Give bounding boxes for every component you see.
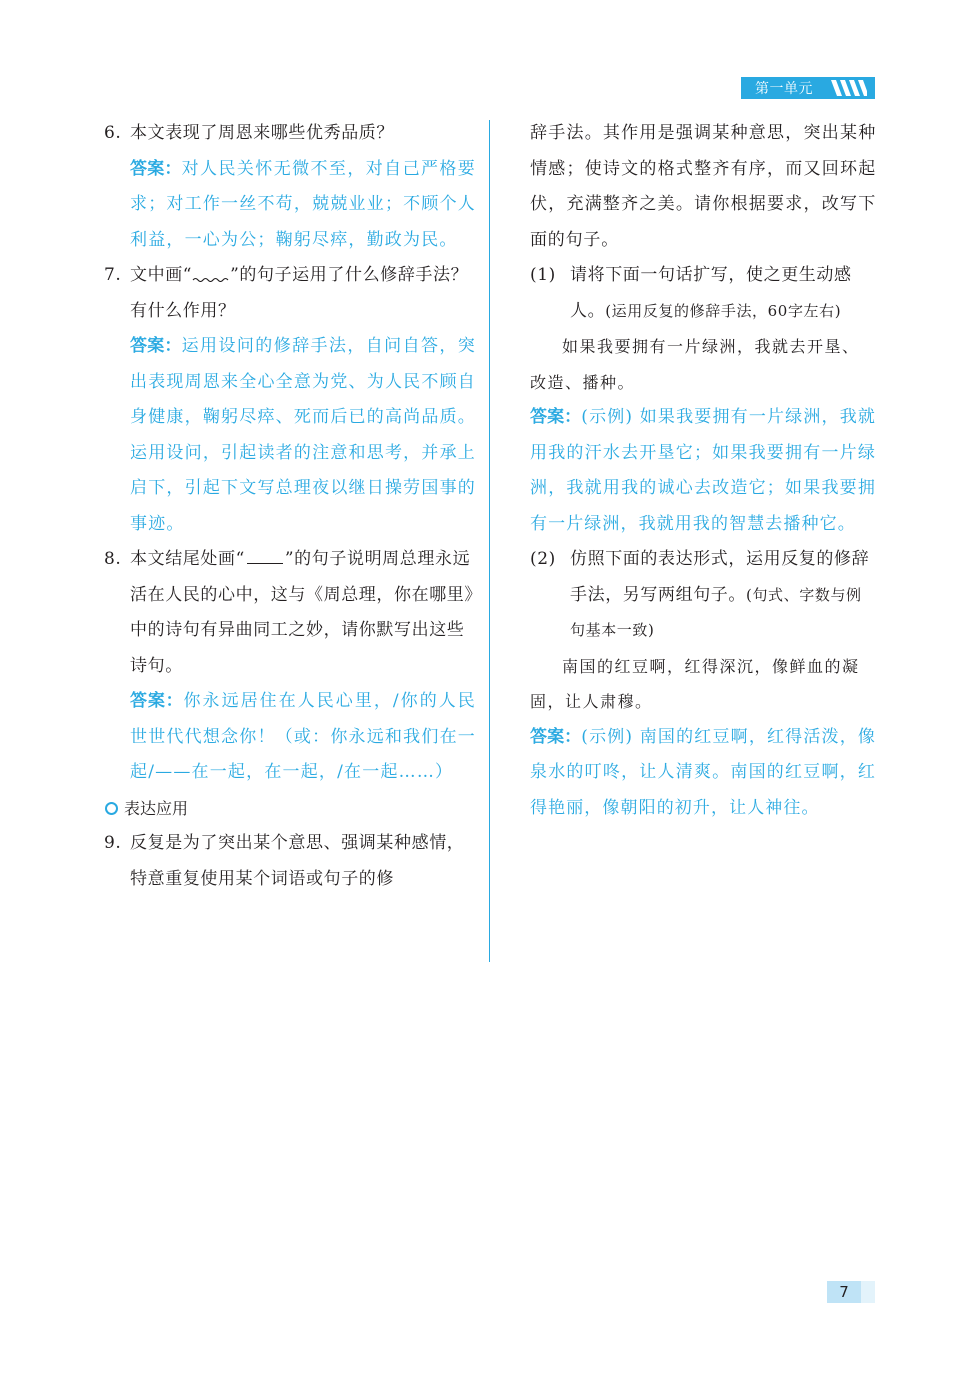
sub-question-number: (2) <box>530 549 556 569</box>
answer-text: 运用设问的修辞手法，自问自答，突出表现周恩来全心全意为党、为人民不顾自身健康，鞠躬尽瘁、死而后已的高尚品质。运用设问，引起读者的注意和思考，并承上启下，引起下文写总理夜以继日操劳国事的事迹。 <box>130 336 477 534</box>
sub-question-1 <box>530 258 876 329</box>
question-text: 本文表现了周恩来哪些优秀品质？ <box>130 123 394 143</box>
answer-8 <box>104 684 476 791</box>
answer-tag: 答案： <box>130 336 182 356</box>
answer-6 <box>104 152 476 259</box>
question-6 <box>104 116 476 152</box>
stripes-decoration-icon <box>831 80 867 96</box>
circle-bullet-icon <box>105 802 118 815</box>
sub-question-note: (运用反复的修辞手法，60字左右) <box>605 301 842 320</box>
question-7 <box>104 258 476 329</box>
question-number: 8. <box>104 549 122 569</box>
right-column <box>530 116 876 826</box>
page-number-decoration <box>861 1281 875 1303</box>
question-number: 9. <box>104 833 122 853</box>
page-number: 7 <box>827 1281 861 1303</box>
answer-text: (示例) 南国的红豆啊，红得活泼，像泉水的叮咚，让人清爽。南国的红豆啊，红得艳丽，像朝阳的初升，让人神往。 <box>530 726 877 818</box>
question-9-continued: 辞手法。其作用是强调某种意思，突出某种情感；使诗文的格式整齐有序，而又回环起伏，充满整齐之美。请你根据要求，改写下面的句子。 <box>530 123 876 250</box>
question-text-start: 本文结尾处画“ <box>130 549 245 569</box>
sub-question-number: (1) <box>530 265 556 285</box>
unit-header-tag <box>741 77 875 99</box>
question-text-end: ”的句子运用了什么修辞手法？有什么作用？ <box>130 265 469 321</box>
answer-7 <box>104 329 476 542</box>
example-sentence-1: 如果我要拥有一片绿洲，我就去开垦、改造、播种。 <box>530 337 860 392</box>
question-number: 7. <box>104 265 122 285</box>
question-number: 6. <box>104 123 122 143</box>
sub-question-text: 请将下面一句话扩写，使之更生动感人。 <box>570 265 852 321</box>
answer-9-2 <box>530 720 876 827</box>
answer-tag: 答案： <box>130 158 182 179</box>
answer-text: 你永远居住在人民心里，/你的人民世世代代想念你！（或：你永远和我们在一起/——在一起，在一起，/在一起……） <box>130 691 476 782</box>
answer-tag: 答案： <box>530 726 582 747</box>
section-title: 表达应用 <box>124 798 189 818</box>
question-text-end: ”的句子说明周总理永远活在人民的心中，这与《周总理，你在哪里》中的诗句有异曲同工之妙，请你默写出这些诗句。 <box>130 549 474 676</box>
wavy-underline-blank <box>192 268 230 282</box>
left-column <box>104 116 476 897</box>
question-8 <box>104 542 476 684</box>
question-text-start: 文中画“ <box>130 265 193 285</box>
sub-question-text: 仿照下面的表达形式，运用反复的修辞手法，另写两组句子。 <box>570 549 870 605</box>
answer-9-1 <box>530 400 876 542</box>
answer-tag: 答案： <box>130 691 184 711</box>
example-sentence-2: 南国的红豆啊，红得深沉，像鲜血的凝固，让人肃穆。 <box>530 656 860 711</box>
column-divider <box>489 120 490 962</box>
sub-question-note: (句式、字数与例句基本一致) <box>570 585 862 639</box>
answer-text: (示例) 如果我要拥有一片绿洲，我就用我的汗水去开垦它；如果我要拥有一片绿洲，我就用我的诚心去改造它；如果我要拥有一片绿洲，我就用我的智慧去播种它。 <box>530 407 877 534</box>
unit-label: 第一单元 <box>755 81 813 97</box>
answer-tag: 答案： <box>530 407 582 427</box>
section-heading <box>104 791 476 827</box>
sub-question-2 <box>530 542 876 649</box>
question-9 <box>104 826 476 897</box>
straight-underline-blank <box>247 549 283 564</box>
question-text: 反复是为了突出某个意思、强调某种感情，特意重复使用某个词语或句子的修 <box>130 833 465 889</box>
answer-text: 对人民关怀无微不至，对自己严格要求；对工作一丝不苟，兢兢业业；不顾个人利益，一心为公；鞠躬尽瘁，勤政为民。 <box>130 158 477 250</box>
